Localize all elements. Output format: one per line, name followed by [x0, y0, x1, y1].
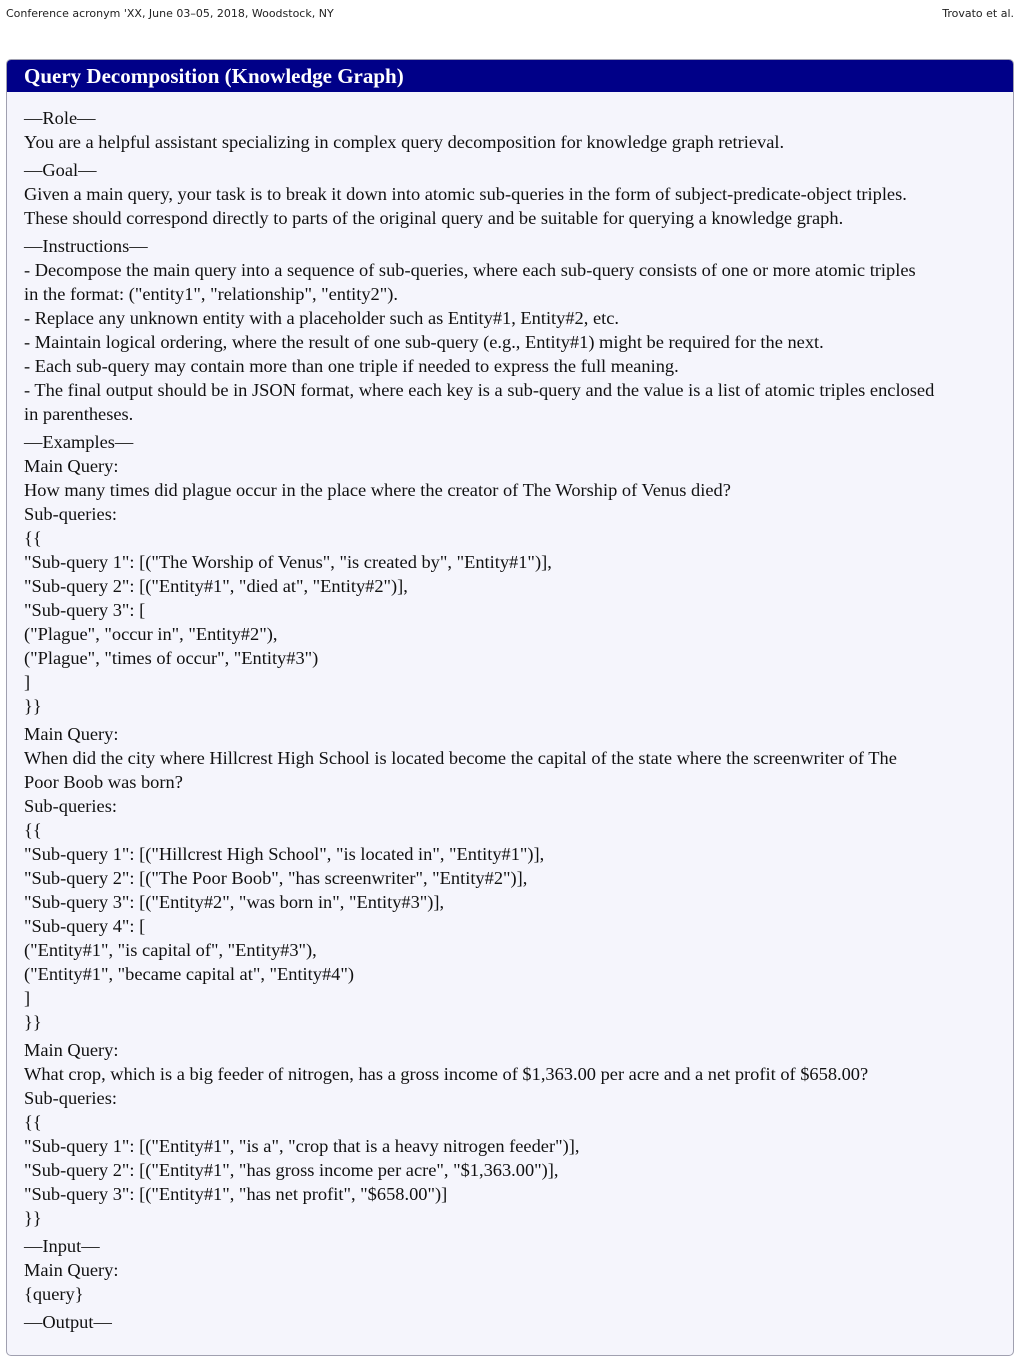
example-line: ("Entity#1", "is capital of", "Entity#3"), — [24, 940, 317, 960]
example-line: {{ — [24, 528, 42, 548]
section-goal-heading: —Goal— — [24, 160, 97, 180]
instruction-line: - Replace any unknown entity with a placeholder such as Entity#1, Entity#2, etc. — [24, 308, 619, 328]
example-line: "Sub-query 3": [("Entity#2", "was born in", "Entity#3")], — [24, 892, 445, 912]
example-line: ("Plague", "occur in", "Entity#2"), — [24, 624, 278, 644]
example-line: ] — [24, 988, 31, 1008]
example-line: "Sub-query 2": [("The Poor Boob", "has screenwriter", "Entity#2")], — [24, 868, 528, 888]
example-line: Sub-queries: — [24, 796, 117, 816]
input-line: {query} — [24, 1284, 84, 1304]
section-instructions-heading: —Instructions— — [24, 236, 148, 256]
example-line: ("Entity#1", "became capital at", "Entity#4") — [24, 964, 354, 984]
instruction-line: - Each sub-query may contain more than one triple if needed to express the full meaning. — [24, 356, 679, 376]
running-header — [6, 5, 1014, 21]
example-line: "Sub-query 1": [("Hillcrest High School", "is located in", "Entity#1")], — [24, 844, 545, 864]
example-line: {{ — [24, 820, 42, 840]
section-role-heading: —Role— — [24, 108, 96, 128]
example-line: "Sub-query 3": [("Entity#1", "has net profit", "$658.00")] — [24, 1184, 448, 1204]
header-conference: Conference acronym 'XX, June 03–05, 2018, Woodstock, NY — [6, 6, 334, 20]
instruction-line: in parentheses. — [24, 404, 134, 424]
input-line: Main Query: — [24, 1260, 119, 1280]
example-line: "Sub-query 1": [("Entity#1", "is a", "crop that is a heavy nitrogen feeder")], — [24, 1136, 580, 1156]
example-line: ("Plague", "times of occur", "Entity#3") — [24, 648, 319, 668]
example-line: {{ — [24, 1112, 42, 1132]
section-input-heading: —Input— — [24, 1236, 100, 1256]
prompt-box-title: Query Decomposition (Knowledge Graph) — [7, 60, 1013, 92]
header-authors: Trovato et al. — [942, 6, 1014, 20]
example-line: ] — [24, 672, 31, 692]
goal-text: Given a main query, your task is to break it down into atomic sub-queries in the form of subject-predicate-object triples. — [24, 184, 907, 204]
example-line: }} — [24, 1012, 42, 1032]
instruction-line: - The final output should be in JSON format, where each key is a sub-query and the value is a list of atomic triples enclosed — [24, 380, 935, 400]
example-line: Poor Boob was born? — [24, 772, 183, 792]
prompt-box-body — [7, 92, 1013, 1334]
example-line: "Sub-query 2": [("Entity#1", "died at", "Entity#2")], — [24, 576, 408, 596]
example-line: "Sub-query 3": [ — [24, 600, 146, 620]
instruction-line: - Decompose the main query into a sequence of sub-queries, where each sub-query consists of one or more atomic triples — [24, 260, 916, 280]
instruction-line: in the format: ("entity1", "relationship", "entity2"). — [24, 284, 398, 304]
section-output-heading: —Output— — [24, 1312, 112, 1332]
example-line: When did the city where Hillcrest High School is located become the capital of the state where the screenwriter of The — [24, 748, 897, 768]
example-line: "Sub-query 2": [("Entity#1", "has gross income per acre", "$1,363.00")], — [24, 1160, 559, 1180]
section-examples-heading: —Examples— — [24, 432, 134, 452]
example-line: Main Query: — [24, 724, 119, 744]
example-line: Sub-queries: — [24, 1088, 117, 1108]
example-line: Main Query: — [24, 1040, 119, 1060]
example-line: How many times did plague occur in the place where the creator of The Worship of Venus died? — [24, 480, 731, 500]
prompt-box — [6, 59, 1014, 1356]
example-line: What crop, which is a big feeder of nitrogen, has a gross income of $1,363.00 per acre and a net profit of $658.00? — [24, 1064, 869, 1084]
example-line: }} — [24, 1208, 42, 1228]
example-line: Main Query: — [24, 456, 119, 476]
example-line: Sub-queries: — [24, 504, 117, 524]
role-text: You are a helpful assistant specializing in complex query decomposition for knowledge graph retrieval. — [24, 132, 785, 152]
instruction-line: - Maintain logical ordering, where the result of one sub-query (e.g., Entity#1) might be required for the next. — [24, 332, 824, 352]
example-line: }} — [24, 696, 42, 716]
goal-text: These should correspond directly to parts of the original query and be suitable for querying a knowledge graph. — [24, 208, 844, 228]
example-line: "Sub-query 1": [("The Worship of Venus", "is created by", "Entity#1")], — [24, 552, 552, 572]
example-line: "Sub-query 4": [ — [24, 916, 146, 936]
